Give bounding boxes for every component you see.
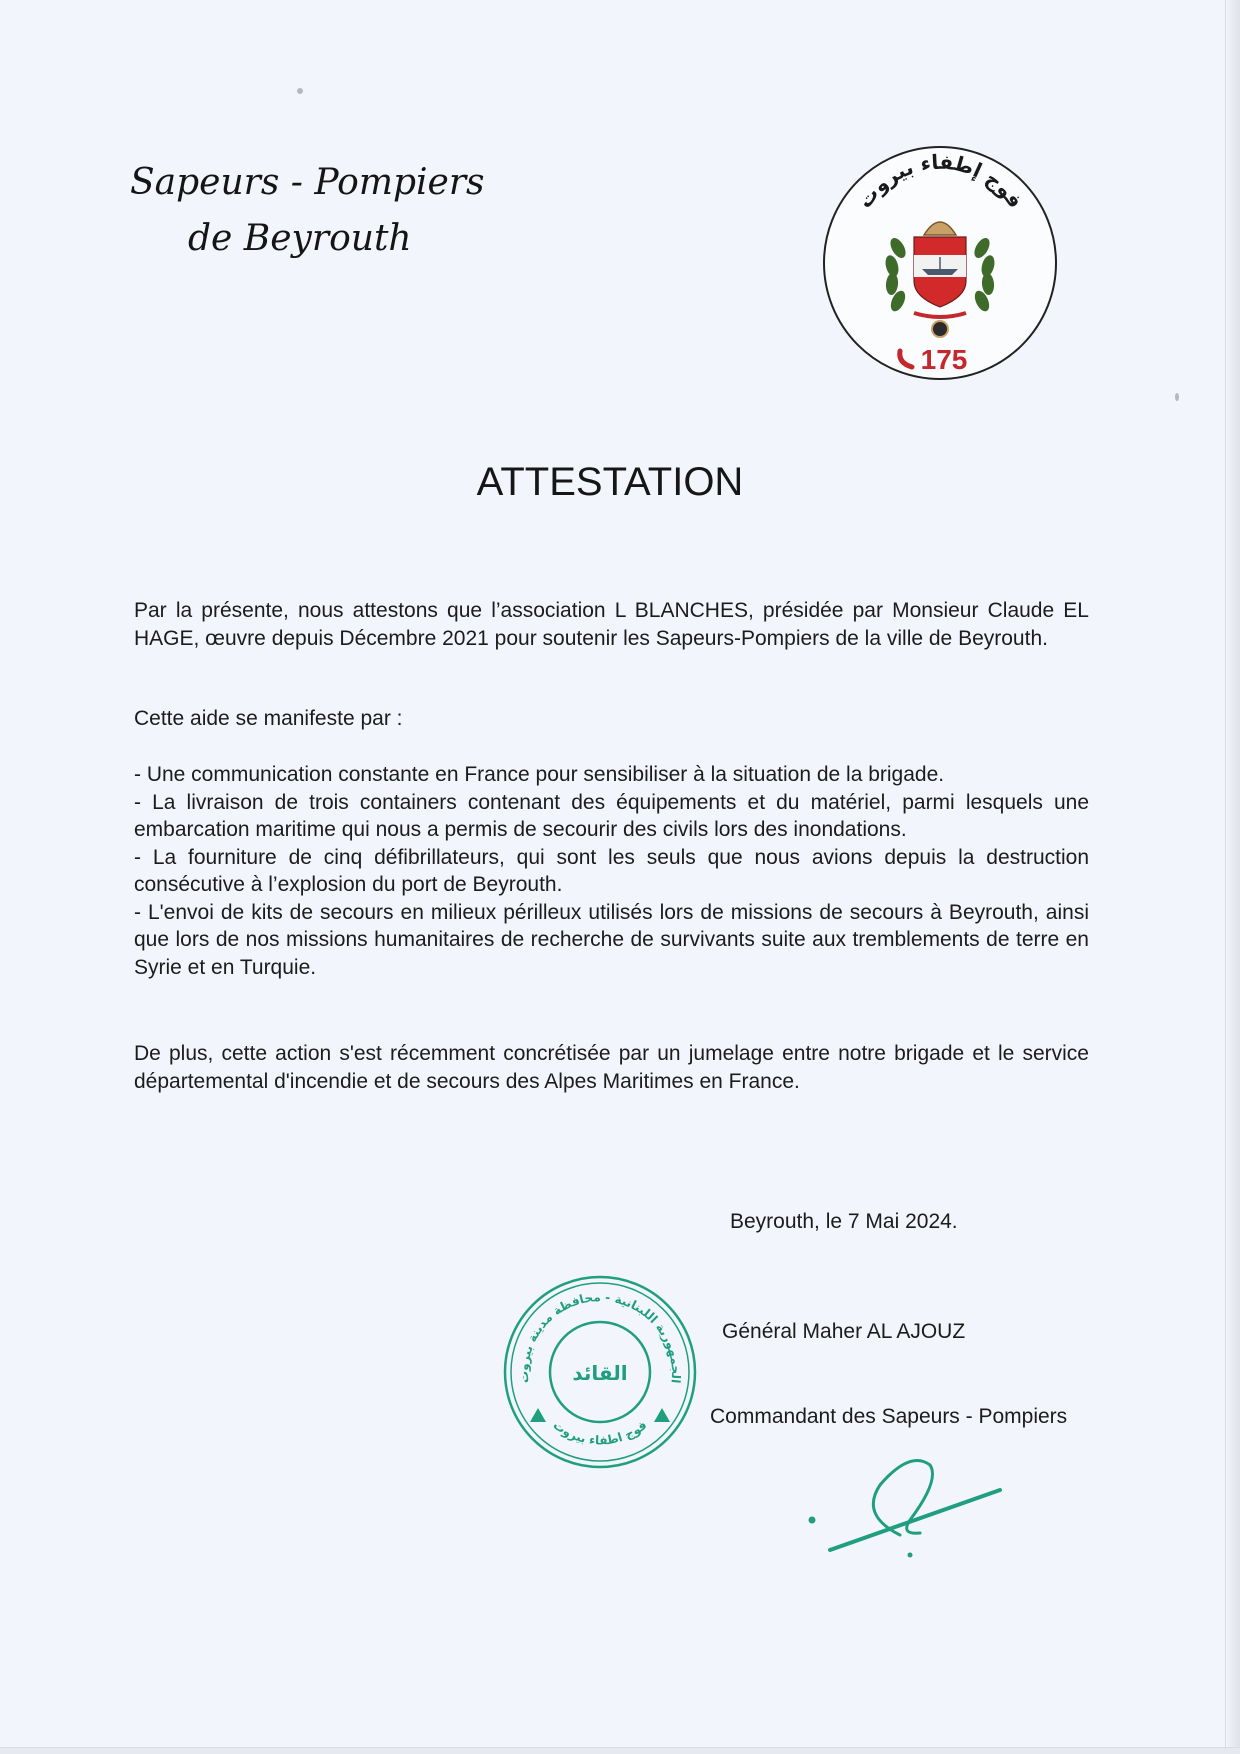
list-intro-text: Cette aide se manifeste par : (134, 707, 403, 730)
scan-speck (1175, 393, 1179, 401)
medal-icon (932, 321, 948, 337)
org-name-line-1: Sapeurs - Pompiers (130, 162, 485, 203)
ship-icon (922, 269, 958, 275)
org-name-line-2: de Beyrouth (188, 218, 412, 259)
emergency-number: 175 (920, 344, 968, 375)
handwritten-signature (800, 1440, 1020, 1560)
closing-paragraph (134, 1040, 1089, 1095)
cedar-icon (530, 1408, 670, 1422)
fire-brigade-emblem (820, 143, 1060, 383)
page-bottom-edge (0, 1747, 1240, 1754)
stamp-outer-text-bottom: فوج اطفاء بيروت (550, 1417, 650, 1448)
shield-icon (914, 237, 966, 307)
list-item: - Une communication constante en France pour sensibiliser à la situation de la brigade. (134, 763, 945, 786)
emblem-arabic-text: فوج إطفاء بيروت (852, 149, 1028, 213)
list-item: - La fourniture de cinq défibrillateurs, qui sont les seuls que nous avions depuis la destruction consécutive à l’explosion du port de Beyrouth. (134, 845, 1089, 896)
scan-speck (297, 88, 303, 94)
place-and-date: Beyrouth, le 7 Mai 2024. (730, 1210, 958, 1233)
list-item: - La livraison de trois containers contenant des équipements et du matériel, parmi lesquels une embarcation maritime qui nous a permis de secourir des civils lors des inondations. (134, 790, 1089, 841)
closing-paragraph-text: De plus, cette action s'est récemment concrétisée par un jumelage entre notre brigade et le service départemental d'incendie et de secours des Alpes Maritimes en France. (134, 1042, 1089, 1093)
stamp-outer-text-top: الجمهورية اللبنانية - محافظة مدينة بيروت (516, 1290, 684, 1385)
official-stamp (500, 1272, 700, 1472)
support-list (134, 761, 1089, 981)
page-edge (1225, 0, 1240, 1754)
signer-name: Général Maher AL AJOUZ (722, 1320, 966, 1343)
list-intro (134, 705, 1089, 733)
stamp-center-text: القائد (572, 1361, 628, 1385)
intro-paragraph-text: Par la présente, nous attestons que l’association L BLANCHES, présidée par Monsieur Claude EL HAGE, œuvre depuis Décembre 2021 pour soutenir les Sapeurs-Pompiers de la ville de Beyrouth. (134, 599, 1089, 650)
list-item: - L'envoi de kits de secours en milieux périlleux utilisés lors de missions de secours à Beyrouth, ainsi que lors de nos missions humanitaires de recherche de survivants suite aux tremblements de terre en Syrie et en Turquie. (134, 900, 1089, 979)
organization-name (130, 155, 510, 267)
document-title: ATTESTATION (476, 460, 744, 504)
intro-paragraph (134, 597, 1089, 652)
signer-title: Commandant des Sapeurs - Pompiers (710, 1405, 1068, 1428)
